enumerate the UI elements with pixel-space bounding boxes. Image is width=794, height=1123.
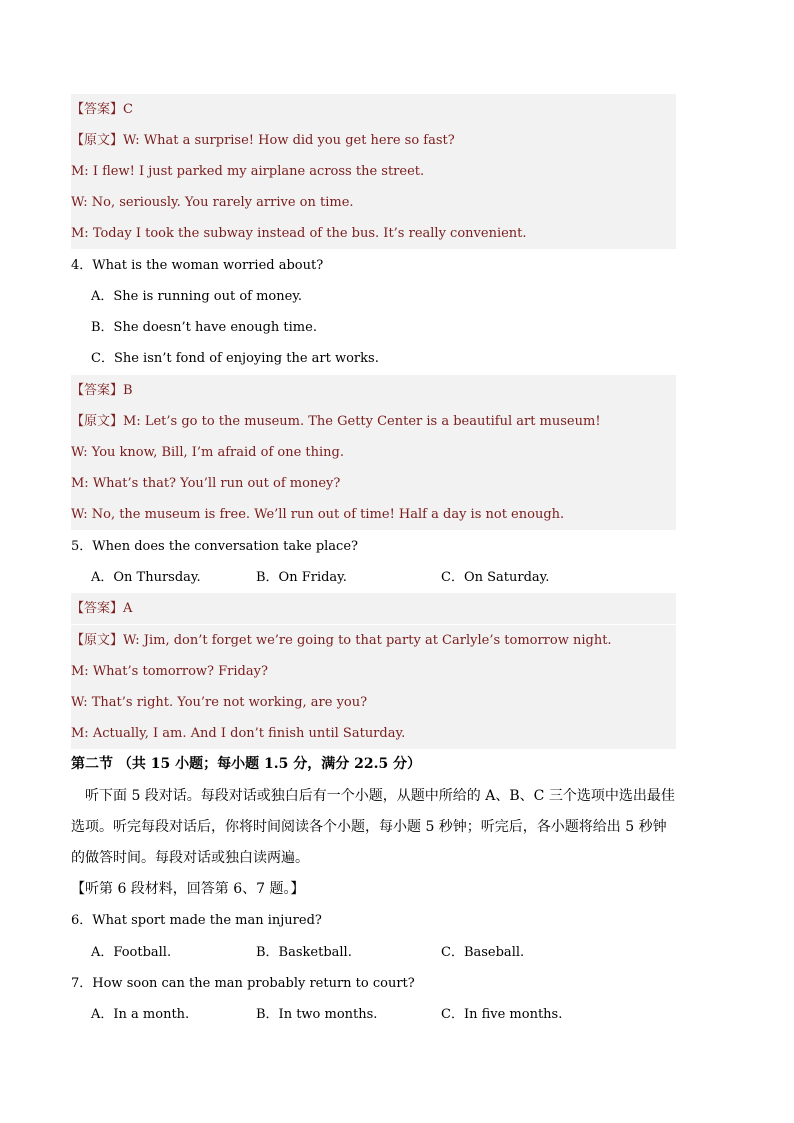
option-c: C．In five months.	[441, 1007, 563, 1022]
script-line: M: What’s that? You’ll run out of money?	[71, 468, 676, 499]
script-line: M: I flew! I just parked my airplane across the street.	[71, 156, 676, 187]
question-7: 7．How soon can the man probably return to court?	[71, 976, 415, 991]
question-4: 4．What is the woman worried about?	[71, 258, 324, 273]
script-label: 【原文】	[71, 414, 124, 429]
option-a: A．She is running out of money.	[91, 289, 303, 304]
script-line	[71, 125, 676, 156]
option-b: B．On Friday.	[256, 570, 347, 585]
script-line: W: No, the museum is free. We’ll run out of time! Half a day is not enough.	[71, 499, 676, 530]
script-text: M: Let’s go to the museum. The Getty Center is a beautiful art museum!	[123, 414, 601, 429]
script-line: M: Today I took the subway instead of the bus. It’s really convenient.	[71, 218, 676, 249]
options-row-q7	[71, 999, 676, 1030]
answer-value: C	[123, 102, 133, 117]
section-heading: 第二节 （共 15 小题；每小题 1.5 分，满分 22.5 分）	[71, 756, 422, 772]
script-line: M: Actually, I am. And I don’t finish until Saturday.	[71, 718, 676, 749]
script-text: W: Jim, don’t forget we’re going to that party at Carlyle’s tomorrow night.	[123, 633, 612, 648]
option-b: B．In two months.	[256, 1007, 378, 1022]
answer-value: A	[123, 601, 133, 616]
question-5: 5．When does the conversation take place?	[71, 539, 358, 554]
script-text: W: What a surprise! How did you get here so fast?	[123, 133, 455, 148]
script-line	[71, 625, 676, 656]
answer-value: B	[123, 383, 133, 398]
script-line: W: You know, Bill, I’m afraid of one thing.	[71, 437, 676, 468]
answer-label: 【答案】	[71, 601, 124, 616]
script-line: W: That’s right. You’re not working, are you?	[71, 687, 676, 718]
answer-label: 【答案】	[71, 102, 124, 117]
script-label: 【原文】	[71, 633, 124, 648]
material-note: 【听第 6 段材料，回答第 6、7 题。】	[71, 881, 305, 897]
question-6: 6．What sport made the man injured?	[71, 913, 322, 928]
script-line: M: What’s tomorrow? Friday?	[71, 656, 676, 687]
answer-label: 【答案】	[71, 383, 124, 398]
answer-line-q5	[71, 593, 676, 624]
option-a: A．On Thursday.	[91, 570, 201, 585]
option-c: C．Baseball.	[441, 945, 525, 960]
option-a: A．In a month.	[91, 1007, 190, 1022]
option-c: C．On Saturday.	[441, 570, 550, 585]
script-line: W: No, seriously. You rarely arrive on time.	[71, 187, 676, 218]
option-c: C．She isn’t fond of enjoying the art works.	[91, 351, 379, 366]
script-line	[71, 406, 676, 437]
options-row-q6	[71, 937, 676, 968]
option-b: B．She doesn’t have enough time.	[91, 320, 317, 335]
option-b: B．Basketball.	[256, 945, 352, 960]
options-row-q5	[71, 562, 676, 593]
section-instruction: 听下面 5 段对话。每段对话或独白后有一个小题，从题中所给的 A、B、C 三个选项中选出最佳选项。听完每段对话后，你将时间阅读各个小题，每小题 5 秒钟；听完后，各小题将给出 5 秒钟的做答时间。每段对话或独白读两遍。	[71, 788, 675, 866]
answer-line-q3	[71, 94, 676, 125]
script-label: 【原文】	[71, 133, 124, 148]
option-a: A．Football.	[91, 945, 172, 960]
answer-line-q4	[71, 375, 676, 406]
